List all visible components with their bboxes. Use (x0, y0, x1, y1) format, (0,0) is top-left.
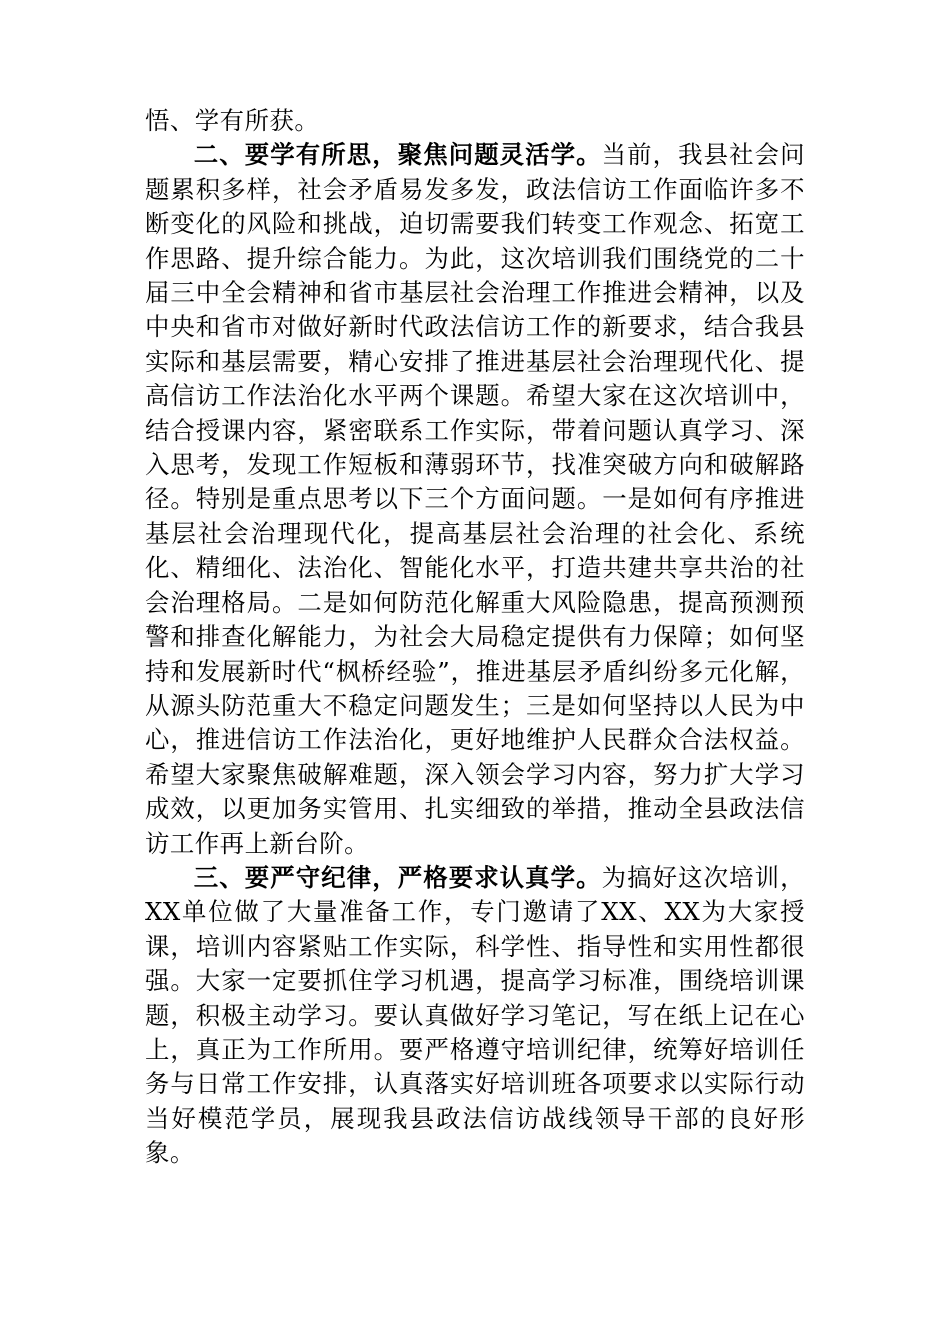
paragraph-text: 当前，我县社会问题累积多样，社会矛盾易发多发，政法信访工作面临许多不断变化的风险和挑战，迫切需要我们转变工作观念、拓宽工作思路、提升综合能力。为此，这次培训我们围绕党的二十届三中全会精神和省市基层社会治理工作推进会精神，以及中央和省市对做好新时代政法信访工作的新要求，结合我县实际和基层需要，精心安排了推进基层社会治理现代化、提高信访工作法治化水平两个课题。希望大家在这次培训中，结合授课内容，紧密联系工作实际，带着问题认真学习、深入思考，发现工作短板和薄弱环节，找准突破方向和破解路径。特别是重点思考以下三个方面问题。一是如何有序推进基层社会治理现代化，提高基层社会治理的社会化、系统化、精细化、法治化、智能化水平，打造共建共享共治的社会治理格局。二是如何防范化解重大风险隐患，提高预测预警和排查化解能力，为社会大局稳定提供有力保障；如何坚持和发展新时代“枫桥经验”，推进基层矛盾纠纷多元化解，从源头防范重大不稳定问题发生；三是如何坚持以人民为中心，推进信访工作法治化，更好地维护人民群众合法权益。希望大家聚焦破解难题，深入领会学习内容，努力扩大学习成效，以更加务实管用、扎实细致的举措，推动全县政法信访工作再上新台阶。 (145, 140, 805, 858)
section-heading: 三、要严守纪律，严格要求认真学。 (193, 862, 602, 892)
paragraph-continuation (145, 104, 805, 138)
paragraph-text: 悟、学有所获。 (145, 106, 320, 135)
section-heading: 二、要学有所思，聚焦问题灵活学。 (193, 140, 602, 170)
paragraph-section-two (145, 138, 805, 861)
document-body (145, 104, 805, 1171)
paragraph-section-three (145, 861, 805, 1171)
paragraph-text: 为搞好这次培训，XX单位做了大量准备工作，专门邀请了XX、XX为大家授课，培训内容紧贴工作实际，科学性、指导性和实用性都很强。大家一定要抓住学习机遇，提高学习标准，围绕培训课题，积极主动学习。要认真做好学习笔记，写在纸上记在心上，真正为工作所用。要严格遵守培训纪律，统筹好培训任务与日常工作安排，认真落实好培训班各项要求以实际行动当好模范学员，展现我县政法信访战线领导干部的良好形象。 (145, 862, 805, 1168)
